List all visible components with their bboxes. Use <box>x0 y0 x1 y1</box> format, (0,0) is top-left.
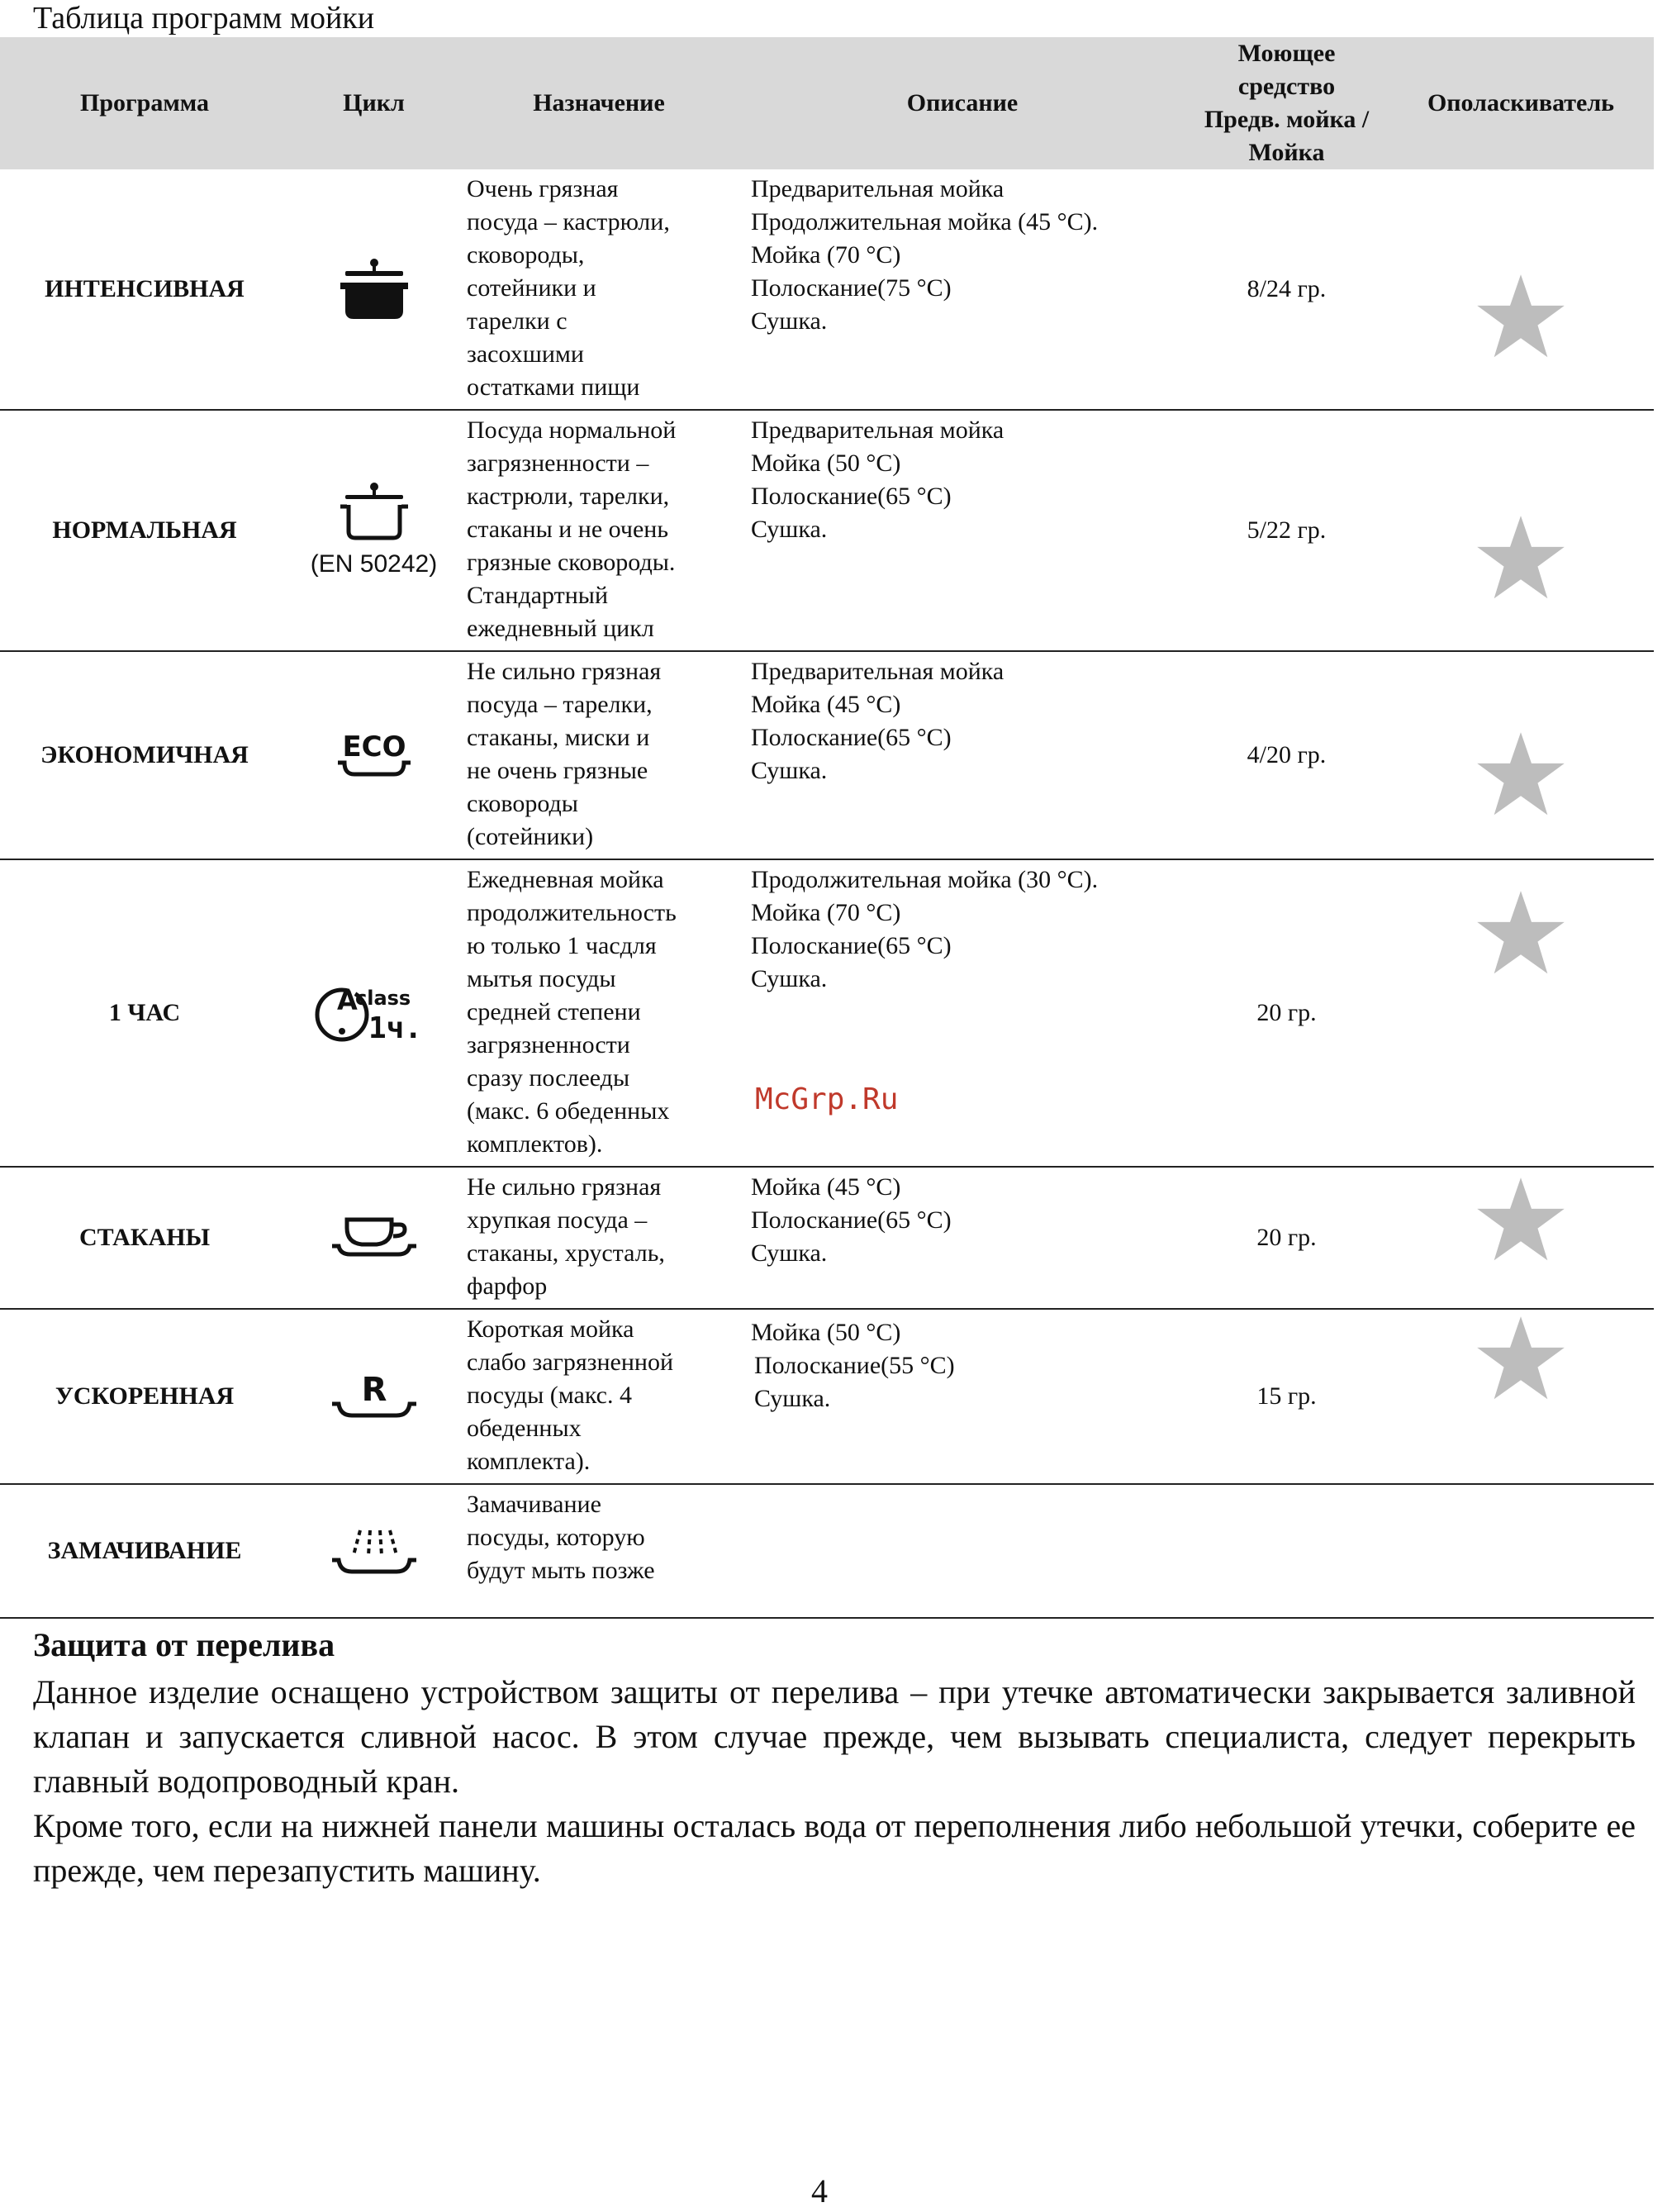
section-paragraph: Данное изделие оснащено устройством защиты от перелива – при утечке автоматически закрывается заливной клапан и запускается сливной насос. В этом случае прежде, чем вызывать специалиста, следует перекрыть главный водопроводный кран. <box>33 1673 1636 1800</box>
header-purpose: Назначение <box>458 37 739 169</box>
star-icon <box>1475 889 1566 980</box>
detergent-amount: 20 гр. <box>1185 1167 1388 1309</box>
purpose-line: Короткая мойка <box>467 1315 634 1343</box>
description-cell <box>739 1484 1185 1618</box>
section-paragraph: Кроме того, если на нижней панели машины осталась вода от переполнения либо небольшой утечки, соберите ее прежде, чем перезапустить машину. <box>33 1807 1636 1889</box>
star-icon <box>1475 273 1566 364</box>
description-cell <box>739 1167 1185 1309</box>
description-line: Полоскание(65 °С) <box>751 483 952 510</box>
rapid-icon-text: R <box>361 1371 387 1409</box>
description-line: Мойка (50 °С) <box>751 1319 901 1346</box>
header-description: Описание <box>739 37 1185 169</box>
star-icon <box>1475 730 1566 821</box>
table-row <box>0 1484 1654 1618</box>
description-line: Продолжительная мойка (45 °С). <box>751 208 1099 235</box>
header-detergent-line: Мойка <box>1248 139 1325 166</box>
table-row <box>0 410 1654 651</box>
programs-table <box>0 37 1654 1619</box>
purpose-line: будут мыть позже <box>467 1557 655 1584</box>
detergent-amount: 20 гр. <box>1185 859 1388 1167</box>
rinse-cell <box>1388 169 1654 410</box>
watermark: McGrp.Ru <box>755 1082 899 1116</box>
eco-icon-text: ECO <box>341 730 406 763</box>
rinse-cell <box>1388 1484 1654 1618</box>
star-icon <box>1475 514 1566 605</box>
purpose-cell <box>458 651 739 859</box>
program-name: УСКОРЕННАЯ <box>0 1309 289 1484</box>
star-icon <box>1475 1176 1566 1267</box>
header-cycle: Цикл <box>289 37 458 169</box>
purpose-line: мытья посуды <box>467 965 616 992</box>
detergent-amount: 5/22 гр. <box>1185 410 1388 651</box>
purpose-cell <box>458 1167 739 1309</box>
table-row <box>0 169 1654 410</box>
description-line: Полоскание(75 °С) <box>751 274 952 302</box>
purpose-line: фарфор <box>467 1272 548 1300</box>
description-line: Полоскание(65 °С) <box>751 1206 952 1234</box>
table-row <box>0 859 1654 1167</box>
description-line: Сушка. <box>751 757 828 784</box>
purpose-line: посуда – тарелки, <box>467 691 653 718</box>
description-cell <box>739 859 1185 1167</box>
description-line: Полоскание(65 °С) <box>751 724 952 751</box>
purpose-cell <box>458 1484 739 1618</box>
purpose-line: грязные сковороды. <box>467 549 676 576</box>
purpose-line: Замачивание <box>467 1491 601 1518</box>
purpose-line: обеденных <box>467 1415 582 1442</box>
table-header-row <box>0 37 1654 169</box>
description-line: Мойка (45 °С) <box>751 1173 901 1201</box>
purpose-line: продолжительность <box>467 899 677 926</box>
purpose-line: стаканы, хрусталь, <box>467 1239 665 1267</box>
purpose-line: ежедневный цикл <box>467 615 654 642</box>
description-line: Сушка. <box>751 1239 828 1267</box>
page-title: Таблица программ мойки <box>33 1 375 36</box>
purpose-line: не очень грязные <box>467 757 648 784</box>
description-line: Мойка (70 °С) <box>751 899 901 926</box>
detergent-amount: 8/24 гр. <box>1185 169 1388 410</box>
purpose-line: Ежедневная мойка <box>467 866 664 893</box>
header-detergent-line: Предв. мойка / <box>1204 106 1370 133</box>
overflow-protection-section <box>33 1624 1636 1893</box>
purpose-line: комплектов). <box>467 1130 603 1158</box>
rinse-cell <box>1388 410 1654 651</box>
description-cell <box>739 410 1185 651</box>
purpose-line: засохшими <box>467 340 584 368</box>
detergent-amount <box>1185 1484 1388 1618</box>
purpose-line: слабо загрязненной <box>467 1349 674 1376</box>
description-line: Сушка. <box>751 965 828 992</box>
purpose-line: остатками пищи <box>467 373 640 401</box>
purpose-line: сковороды, <box>467 241 585 269</box>
table-row <box>0 1167 1654 1309</box>
purpose-line: посуды, которую <box>467 1524 645 1551</box>
description-cell <box>739 651 1185 859</box>
purpose-line: стаканы и не очень <box>467 516 669 543</box>
detergent-amount: 15 гр. <box>1185 1309 1388 1484</box>
pot-outline-icon <box>337 480 411 543</box>
description-line: Предварительная мойка <box>751 658 1004 685</box>
rinse-cell <box>1388 1309 1654 1484</box>
description-cell <box>739 169 1185 410</box>
page-number: 4 <box>811 2172 828 2210</box>
purpose-line: тарелки с <box>467 307 568 335</box>
rinse-cell <box>1388 651 1654 859</box>
header-detergent-line: Моющее <box>1237 40 1336 67</box>
star-icon <box>1475 1315 1566 1406</box>
description-line: Сушка. <box>751 516 828 543</box>
description-line: Предварительная мойка <box>751 416 1004 444</box>
purpose-line: ю только 1 часдля <box>467 932 657 959</box>
pot-filled-icon <box>337 256 411 322</box>
cup-icon <box>329 1213 420 1263</box>
purpose-line: посуда – кастрюли, <box>467 208 670 235</box>
program-name: СТАКАНЫ <box>0 1167 289 1309</box>
cycle-cell <box>289 169 458 410</box>
purpose-cell <box>458 410 739 651</box>
aclass-1h-icon <box>312 980 436 1046</box>
purpose-cell <box>458 169 739 410</box>
purpose-line: Стандартный <box>467 582 609 609</box>
purpose-line: сковороды <box>467 790 578 817</box>
purpose-line: Не сильно грязная <box>467 658 662 685</box>
description-line: Мойка (45 °С) <box>751 691 901 718</box>
cycle-caption: (EN 50242) <box>310 550 438 578</box>
header-detergent <box>1185 37 1388 169</box>
program-name: ЭКОНОМИЧНАЯ <box>0 651 289 859</box>
program-name: ИНТЕНСИВНАЯ <box>0 169 289 410</box>
purpose-line: хрупкая посуда – <box>467 1206 648 1234</box>
aclass-word: class <box>354 987 411 1010</box>
description-line: Сушка. <box>754 1385 831 1412</box>
cycle-cell <box>289 1167 458 1309</box>
description-line: Мойка (70 °С) <box>751 241 901 269</box>
purpose-line: Очень грязная <box>467 175 619 202</box>
purpose-line: сотейники и <box>467 274 596 302</box>
detergent-amount: 4/20 гр. <box>1185 651 1388 859</box>
cycle-cell <box>289 1484 458 1618</box>
cycle-cell <box>289 1309 458 1484</box>
description-line: Продолжительная мойка (30 °С). <box>751 866 1099 893</box>
description-line: Мойка (50 °С) <box>751 450 901 477</box>
purpose-line: комплекта). <box>467 1448 591 1475</box>
cycle-cell <box>289 410 458 651</box>
hour-label: 1ч. <box>368 1011 422 1045</box>
purpose-line: загрязненности – <box>467 450 649 477</box>
purpose-cell <box>458 1309 739 1484</box>
purpose-line: кастрюли, тарелки, <box>467 483 670 510</box>
purpose-line: стаканы, миски и <box>467 724 650 751</box>
purpose-cell <box>458 859 739 1167</box>
purpose-line: Не сильно грязная <box>467 1173 662 1201</box>
purpose-line: сразу послееды <box>467 1064 630 1092</box>
aclass-letter: A <box>336 985 358 1016</box>
header-program: Программа <box>0 37 289 169</box>
purpose-line: Посуда нормальной <box>467 416 677 444</box>
purpose-line: (макс. 6 обеденных <box>467 1097 670 1125</box>
purpose-line: (сотейники) <box>467 823 594 850</box>
purpose-line: загрязненности <box>467 1031 630 1058</box>
description-cell <box>739 1309 1185 1484</box>
cycle-cell <box>289 859 458 1167</box>
table-row <box>0 651 1654 859</box>
program-name: ЗАМАЧИВАНИЕ <box>0 1484 289 1618</box>
program-name: НОРМАЛЬНАЯ <box>0 410 289 651</box>
purpose-line: посуды (макс. 4 <box>467 1382 632 1409</box>
description-line: Сушка. <box>751 307 828 335</box>
section-title: Защита от перелива <box>33 1626 335 1663</box>
header-rinse: Ополаскиватель <box>1388 37 1654 169</box>
soak-icon <box>329 1522 420 1580</box>
rinse-cell <box>1388 859 1654 1167</box>
program-name: 1 ЧАС <box>0 859 289 1167</box>
header-detergent-line: средство <box>1237 73 1336 100</box>
rinse-cell <box>1388 1167 1654 1309</box>
description-line: Полоскание(55 °С) <box>754 1352 955 1379</box>
cycle-cell <box>289 651 458 859</box>
description-line: Полоскание(65 °С) <box>751 932 952 959</box>
rapid-icon <box>329 1369 420 1424</box>
purpose-line: средней степени <box>467 998 641 1025</box>
description-line: Предварительная мойка <box>751 175 1004 202</box>
eco-icon <box>333 728 416 783</box>
table-row <box>0 1309 1654 1484</box>
